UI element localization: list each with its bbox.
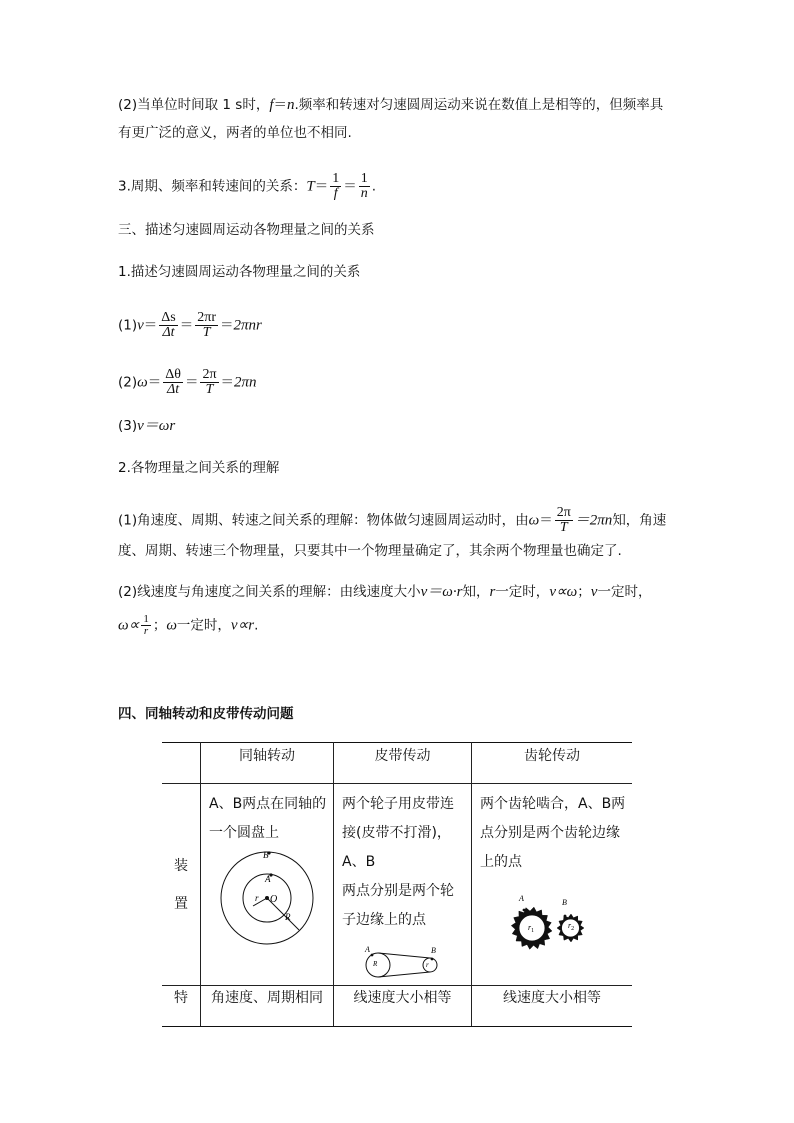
text: 两个齿轮啮合，A、B两: [480, 796, 626, 812]
cell-coaxial: [201, 784, 334, 986]
denominator: n: [360, 186, 368, 201]
trait-belt: 线速度大小相等: [334, 986, 472, 1027]
text: 一定时，: [176, 617, 231, 634]
text: ＝: [539, 512, 553, 529]
denominator: Δt: [167, 382, 180, 397]
fraction-2pi-T: [200, 368, 218, 397]
text: ＝: [147, 374, 162, 391]
fraction-2pi-T: [555, 506, 573, 535]
header-belt: 皮带传动: [334, 743, 472, 784]
numerator: 2π: [202, 367, 217, 382]
text: ＝: [143, 317, 158, 334]
text: 度、周期、转速三个物理量，只要其中一个物理量确定了，其余两个物理量也确定了.: [118, 543, 622, 559]
coaxial-description: [201, 784, 333, 848]
label-r: r: [426, 961, 429, 969]
paragraph-frequency-line2: [118, 124, 352, 142]
text: 知，: [462, 584, 490, 600]
text: 一个圆盘上: [209, 825, 279, 841]
text: ＝: [219, 317, 234, 334]
fraction-1-over-f: [330, 172, 341, 201]
text: ＝: [273, 97, 287, 113]
table-header-row: [162, 743, 632, 784]
understanding-1-line1: [118, 506, 666, 535]
label-r: r: [255, 893, 259, 903]
math-T: T: [306, 178, 315, 195]
text: 点分别是两个齿轮边缘: [480, 825, 620, 841]
paragraph-frequency-line1: [118, 96, 663, 114]
text: .: [254, 617, 259, 634]
denominator: T: [202, 325, 211, 340]
table-row-device: [162, 784, 632, 986]
subscript: 1: [531, 928, 535, 934]
text: A、B两点在同轴的: [209, 796, 327, 812]
math-expr: v∝r: [230, 617, 255, 634]
numerator: 2π: [556, 505, 571, 520]
text: 子边缘上的点: [342, 912, 426, 928]
text: (1)角速度、周期、转速之间关系的理解：物体做匀速圆周运动时，由: [118, 512, 529, 529]
point-A: [371, 954, 374, 957]
text: 接(皮带不打滑)，A、B: [342, 825, 451, 870]
text: 两点分别是两个轮: [342, 883, 454, 899]
text: 一定时，: [495, 584, 550, 600]
label-A: A: [365, 945, 370, 954]
point-B: [564, 915, 567, 918]
corner-cell: [162, 743, 201, 784]
text: ＝: [343, 178, 357, 195]
equation-1: [118, 311, 262, 340]
math-expr: v∝ω: [549, 584, 578, 600]
math-v: v: [137, 317, 144, 334]
numerator: 2πr: [197, 310, 216, 325]
row-label-char: 装: [174, 857, 188, 874]
math-omega: ω: [137, 374, 148, 391]
text: ＝: [314, 178, 329, 195]
label: (3): [118, 418, 138, 434]
text: 一定时，: [597, 584, 652, 600]
gear-diagram: [472, 891, 630, 959]
denominator: f: [333, 186, 338, 201]
math-rhs: ＝2πn: [574, 512, 613, 529]
point-A: [523, 909, 526, 912]
r-symbol: r: [528, 923, 532, 932]
belt-diagram: [334, 935, 464, 985]
subsection-2-title: 2.各物理量之间关系的理解: [118, 460, 280, 476]
label-A: A: [519, 894, 524, 903]
denominator: T: [559, 520, 568, 535]
numerator: 1: [143, 613, 149, 625]
header-coaxial: 同轴转动: [201, 743, 334, 784]
math-n: n: [287, 97, 295, 113]
math-expr: v＝ωr: [137, 418, 176, 434]
math-v: v: [590, 584, 598, 600]
text: 知，角速: [612, 512, 667, 529]
math-rhs: 2πnr: [233, 317, 262, 334]
cell-belt: [334, 784, 472, 986]
fraction-1-over-r: [141, 614, 151, 637]
denominator: r: [143, 625, 149, 637]
large-wheel: [366, 953, 390, 977]
math-r: r: [489, 584, 496, 600]
denominator: Δt: [162, 325, 175, 340]
label: (2): [118, 374, 138, 391]
math-omega: ω: [166, 617, 177, 634]
fraction-ds-dt: [159, 311, 177, 340]
math-omega: ω: [528, 512, 540, 529]
numerator: Δθ: [165, 367, 181, 382]
subsection-1-title: 1.描述匀速圆周运动各物理量之间的关系: [118, 264, 361, 280]
understanding-2-line1: [118, 583, 651, 601]
text: ＝: [184, 374, 199, 391]
text: (2)当单位时间取 1 s时，: [118, 97, 270, 113]
text: 有更广泛的意义，两者的单位也不相同.: [118, 125, 352, 141]
text: 上的点: [480, 854, 522, 870]
math-rhs: 2πn: [234, 374, 257, 391]
row-label-device: [162, 784, 201, 986]
understanding-1-line2: [118, 542, 622, 560]
label-R: R: [285, 912, 291, 922]
label-B: B: [562, 898, 567, 907]
label-R: R: [373, 960, 378, 968]
understanding-2-line2: [118, 614, 258, 637]
coaxial-diagram: [201, 848, 331, 948]
equation-2: [118, 368, 257, 397]
equation-3: [118, 417, 175, 435]
text: .: [371, 178, 377, 195]
fraction-2pir-T: [195, 311, 218, 340]
text: ＝: [179, 317, 194, 334]
text: 3.周期、频率和转速间的关系：: [118, 178, 307, 195]
period-relation: [118, 172, 376, 201]
text: ；: [152, 617, 167, 634]
text: 两个轮子用皮带连: [342, 796, 454, 812]
label: (1): [118, 317, 138, 334]
denominator: T: [205, 382, 214, 397]
label-B: B: [263, 850, 269, 860]
label-A: A: [265, 874, 271, 884]
belt-description: [334, 784, 471, 935]
transmission-table: [162, 742, 632, 1027]
numerator: Δs: [161, 310, 176, 325]
fraction-dtheta-dt: [163, 368, 183, 397]
subscript: 2: [571, 926, 575, 932]
row-label-char: 置: [174, 895, 188, 912]
label-B: B: [431, 946, 436, 955]
header-gear: 齿轮传动: [472, 743, 633, 784]
label-O: O: [270, 894, 278, 905]
gear-description: [472, 784, 632, 877]
math-f: f: [269, 97, 274, 113]
section-3-title: 三、描述匀速圆周运动各物理量之间的关系: [118, 222, 375, 238]
numerator: 1: [332, 171, 340, 186]
text: ＝: [220, 374, 235, 391]
text: .频率和转速对匀速圆周运动来说在数值上是相等的，但频率具: [294, 97, 664, 113]
math-expr: v＝ω·r: [420, 584, 463, 600]
row-label-trait: 特: [162, 986, 201, 1027]
r-symbol: r: [568, 921, 572, 930]
point-B: [431, 958, 434, 961]
math-expr: ω∝: [118, 617, 140, 634]
numerator: 1: [360, 171, 368, 186]
trait-coaxial: 角速度、周期相同: [201, 986, 334, 1027]
section-4-title: 四、同轴转动和皮带传动问题: [118, 706, 294, 722]
table-row-trait: [162, 986, 632, 1027]
trait-gear: 线速度大小相等: [472, 986, 633, 1027]
text: ；: [577, 584, 591, 600]
fraction-1-over-n: [359, 172, 370, 201]
cell-gear: [472, 784, 633, 986]
text: (2)线速度与角速度之间关系的理解：由线速度大小: [118, 584, 421, 600]
